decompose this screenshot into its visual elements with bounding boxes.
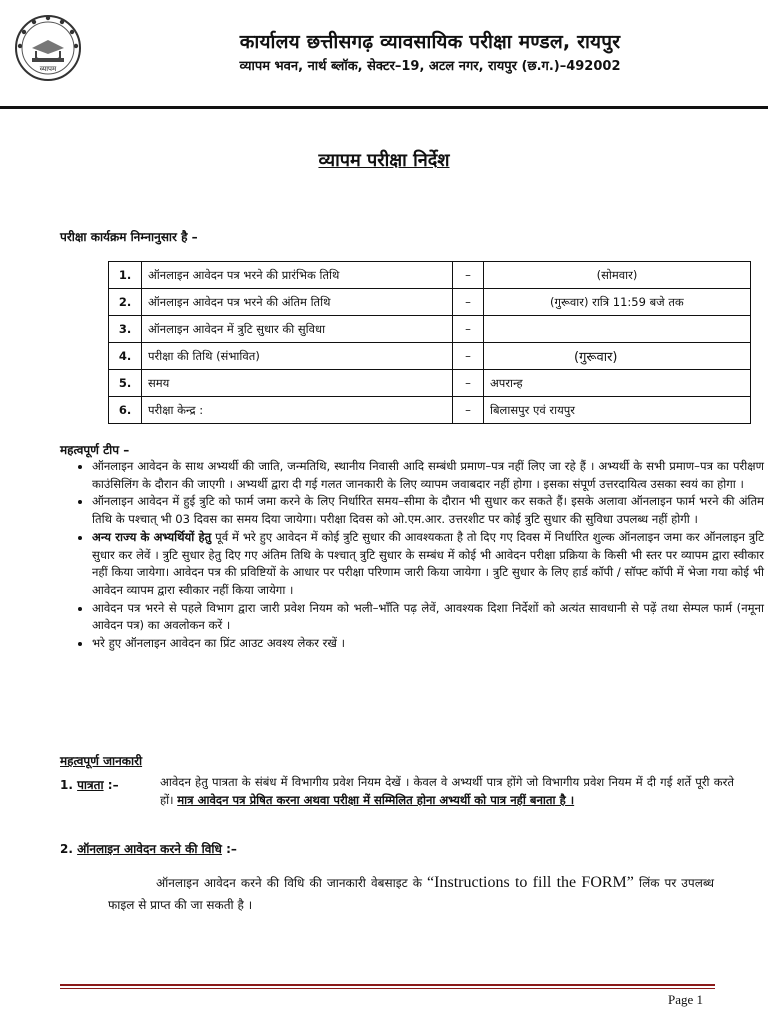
eligibility-body: आवेदन हेतु पात्रता के संबंध में विभागीय प्रवेश नियम देखें । केवल वे अभ्यर्थी पात्र होंगे जो विभागीय प्रवेश नियम में दी गई शर्ते पूरी करते हों।	[160, 775, 734, 807]
row-number: 5.	[109, 370, 142, 397]
info-heading: महत्वपूर्ण जानकारी	[60, 754, 143, 768]
row-label: ऑनलाइन आवेदन पत्र भरने की प्रारंभिक तिथि	[142, 262, 453, 289]
table-row	[109, 316, 751, 343]
row-number: 4.	[109, 343, 142, 370]
instructions-link-text: “Instructions to fill the FORM”	[427, 874, 634, 891]
table-row	[109, 397, 751, 424]
row-dash: –	[453, 316, 484, 343]
row-number: 1.	[109, 262, 142, 289]
eligibility-note: मात्र आवेदन पत्र प्रेषित करना अथवा परीक्षा में सम्मिलित होना अभ्यर्थी को पात्र नहीं बनाता है ।	[177, 792, 575, 807]
list-item	[92, 458, 764, 493]
method-number: 2.	[60, 842, 73, 856]
row-value: बिलासपुर एवं रायपुर	[484, 397, 751, 424]
tip-text: आवेदन पत्र भरने से पहले विभाग द्वारा जारी प्रवेश नियम को भली–भाँति पढ़ लेवें, आवश्यक दिशा निर्देशों को अत्यंत सावधानी से पढ़ें तथा सेम्पल फार्म (नमूना आवेदन पत्र) का अवलोकन करें ।	[92, 600, 764, 633]
row-dash: –	[453, 262, 484, 289]
eligibility-label	[60, 776, 119, 793]
svg-text:व्यापम: व्यापम	[39, 65, 57, 73]
row-value: (गुरूवार)	[484, 343, 751, 370]
table-row	[109, 262, 751, 289]
row-number: 6.	[109, 397, 142, 424]
row-dash: –	[453, 370, 484, 397]
row-number: 3.	[109, 316, 142, 343]
method-text	[108, 872, 714, 916]
row-number: 2.	[109, 289, 142, 316]
header-divider	[0, 106, 768, 109]
schedule-heading: परीक्षा कार्यक्रम निम्नानुसार है –	[60, 230, 198, 244]
row-label: परीक्षा की तिथि (संभावित)	[142, 343, 453, 370]
row-value: (गुरूवार) रात्रि 11:59 बजे तक	[484, 289, 751, 316]
vyapam-logo	[14, 14, 82, 82]
method-sep: :–	[221, 842, 237, 856]
table-row	[109, 289, 751, 316]
method-title: ऑनलाइन आवेदन करने की विधि	[77, 842, 222, 856]
list-item	[92, 600, 764, 635]
eligibility-number: 1.	[60, 778, 73, 792]
table-row	[109, 343, 751, 370]
row-label: समय	[142, 370, 453, 397]
row-label: ऑनलाइन आवेदन में त्रुटि सुधार की सुविधा	[142, 316, 453, 343]
tip-text: ऑनलाइन आवेदन के साथ अभ्यर्थी की जाति, जन्मतिथि, स्थानीय निवासी आदि सम्बंधी प्रमाण–पत्र नहीं लिए जा रहे हैं । अभ्यर्थी के सभी प्रमाण–पत्र का परीक्षण काउंसिलिंग के दौरान की जाएगी । अभ्यर्थी द्वारा दी गई गलत जानकारी के लिए व्यापम जवाबदार नहीं होगा । इसका संपूर्ण उत्तरदायित्व उसका स्वयं का होगा ।	[92, 459, 764, 491]
list-item	[92, 635, 764, 653]
tip-text: भरे हुए ऑनलाइन आवेदन का प्रिंट आउट अवश्य लेकर रखें ।	[92, 636, 345, 651]
row-value: अपरान्ह	[484, 370, 751, 397]
eligibility-text	[160, 774, 734, 809]
row-dash: –	[453, 289, 484, 316]
method-body-after: लिंक पर उपलब्ध फाइल से प्राप्त की जा सकती है ।	[108, 876, 714, 912]
tip-lead: अन्य राज्य के अभ्यर्थियों हेतु	[92, 529, 212, 544]
row-value	[484, 316, 751, 343]
row-dash: –	[453, 397, 484, 424]
row-dash: –	[453, 343, 484, 370]
schedule-table	[108, 261, 751, 424]
footer-divider	[60, 984, 715, 986]
org-title: कार्यालय छत्तीसगढ़ व्यावसायिक परीक्षा मण्डल, रायपुर	[239, 31, 621, 53]
eligibility-title: पात्रता	[77, 778, 104, 792]
tip-text: ऑनलाइन आवेदन में हुई त्रुटि को फार्म जमा करने के लिए निर्धारित समय–सीमा के दौरान भी सुधार कर सकते हैं। इसके अलावा ऑनलाइन फार्म भरने की अंतिम तिथि के पश्चात् भी 03 दिवस का समय दिया जायेगा। परीक्षा दिवस को ओ.एम.आर. उत्तरशीट पर कोई त्रुटि सुधार की सुविधा उपलब्ध नहीं होगी ।	[92, 494, 764, 527]
footer-divider-thin	[60, 988, 715, 989]
list-item	[92, 493, 764, 528]
row-label: ऑनलाइन आवेदन पत्र भरने की अंतिम तिथि	[142, 289, 453, 316]
list-item	[92, 529, 764, 600]
tip-text: पूर्व में भरे हुए आवेदन में कोई त्रुटि सुधार की आवश्यकता है तो दिए गए दिवस में निर्धारित शुल्क ऑनलाइन जमा कर ऑनलाइन त्रुटि सुधार कर लेवें । त्रुटि सुधार हेतु दिए गए अंतिम तिथि के पश्चात् त्रुटि सुधार के सम्बंध में कोई भी आवेदन परीक्षा प्रक्रिया के किसी भी स्तर पर व्यापम द्वारा स्वीकार नहीं किया जायेगा। आवेदन पत्र की प्रविष्टियों के आधार पर परीक्षा परिणाम जारी किया जायेगा । त्रुटि सुधार के लिए हार्ड कॉपी / सॉफ्ट कॉपी में भेजा गया कोई भी आवेदन व्यापम द्वारा स्वीकार नहीं किया जायेगा ।	[92, 529, 764, 597]
method-body-before: ऑनलाइन आवेदन करने की विधि की जानकारी वेबसाइट के	[156, 876, 428, 890]
eligibility-sep: :–	[103, 778, 119, 792]
row-label: परीक्षा केन्द्र :	[142, 397, 453, 424]
tips-heading: महत्वपूर्ण टीप –	[60, 443, 130, 457]
org-address: व्यापम भवन, नार्थ ब्लॉक, सेक्टर–19, अटल नगर, रायपुर (छ.ग.)–492002	[239, 59, 621, 74]
row-value: (सोमवार)	[484, 262, 751, 289]
page-number: Page 1	[668, 992, 704, 1007]
tips-list	[64, 458, 764, 653]
table-row	[109, 370, 751, 397]
method-label	[60, 840, 237, 857]
document-title: व्यापम परीक्षा निर्देश	[318, 150, 450, 171]
